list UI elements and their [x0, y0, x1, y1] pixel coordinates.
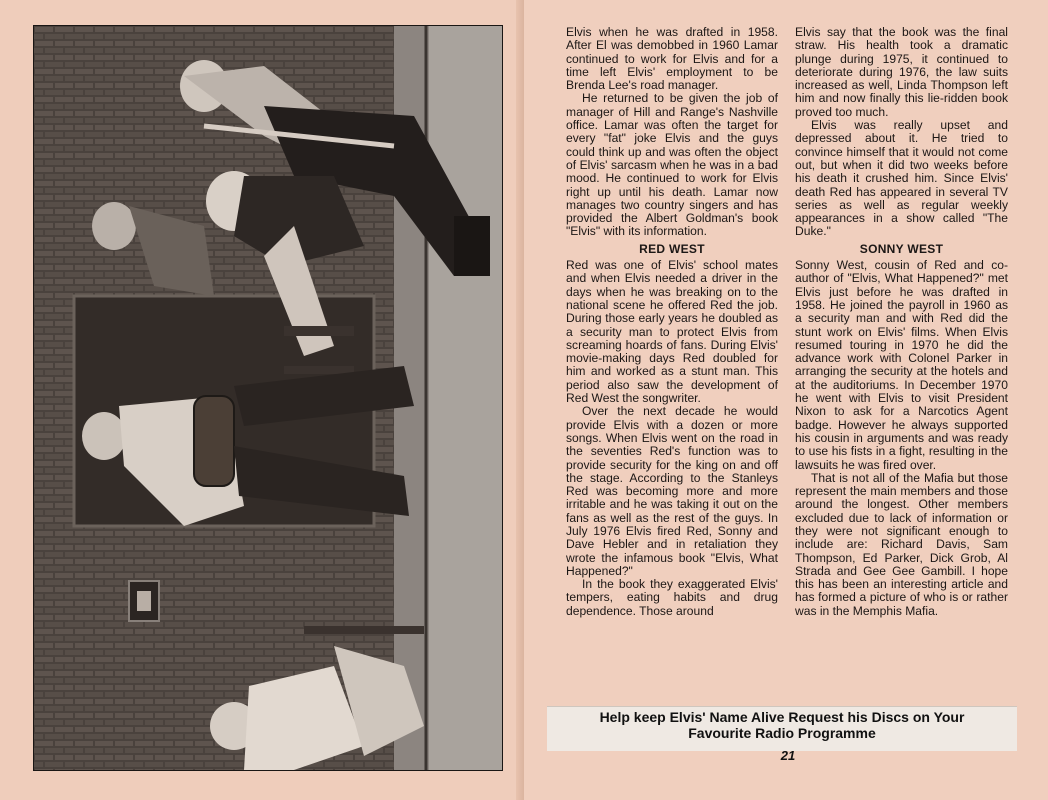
request-banner — [547, 706, 1017, 751]
paragraph: Sonny West, cousin of Red and co-author of "Elvis, What Happened?" met Elvis just before he was drafted in 1958. He joined the payroll in 1960 as a security man and with Red did the stunt work on Elvis' films. When Elvis resumed touring in 1970 he did the advance work with Colonel Parker in arranging the security at the hotels and at the auditoriums. In December 1970 he went with Elvis to visit President Nixon to ask for a Narcotics Agent badge. However he always supported his cousin in arguments and was ready to use his fists in a fight, resulting in the lawsuits he was fired over. — [795, 258, 1008, 472]
banner-line-1: Help keep Elvis' Name Alive Request his Discs on Your — [599, 709, 965, 725]
movie-still-photo — [33, 25, 503, 771]
paragraph: Elvis was really upset and depressed about it. He tried to convince himself that it would not come out, but when it did two weeks before his death it crushed him. Since Elvis' death Red has appeared in several TV series as well as regular weekly appearances in a show called "The Duke." — [795, 118, 1008, 239]
paragraph: That is not all of the Mafia but those represent the main members and those around the longest. Other members excluded due to lack of information or they were not significant enough to include are: Richard Davis, Sam Thompson, Ed Parker, Dick Grob, Al Strada and Gee Gee Gambill. I hope this has been an interesting article and has formed a picture of who is or rather was in the Memphis Mafia. — [795, 470, 1008, 618]
section-heading-sonny-west: SONNY WEST — [859, 241, 944, 256]
text-column-1 — [566, 26, 778, 618]
page-number: 21 — [780, 748, 796, 763]
text-column-2 — [795, 26, 1008, 618]
paragraph: Red was one of Elvis' school mates and when Elvis needed a driver in the days when he was breaking on to the national scene he offered Red the job. During those early years he doubled as a security man to protect Elvis from screaming hoards of fans. During Elvis' movie-making days Red doubled for him and worked as a stunt man. This period also saw the development of Red West the songwriter. — [566, 258, 778, 406]
banner-line-2: Favourite Radio Programme — [688, 724, 876, 741]
paragraph: Elvis when he was drafted in 1958. After El was demobbed in 1960 Lamar continued to work for Elvis and for a time left Elvis' employment to be Brenda Lee's road manager. — [566, 25, 778, 93]
section-heading-red-west: RED WEST — [639, 241, 705, 256]
paragraph: He returned to be given the job of manager of Hill and Range's Nashville office. Lamar was often the target for every "fat" joke Elvis and the guys could think up and was often the object of Elvis' sarcasm when he was in a bad mood. He continued to work for Elvis right up until his death. Lamar now manages two country singers and has provided the Albert Goldman's book "Elvis" with its information. — [566, 91, 778, 239]
photo-illustration — [34, 26, 502, 770]
paragraph: In the book they exaggerated Elvis' tempers, eating habits and drug dependence. Those around — [566, 577, 778, 618]
paragraph: Over the next decade he would provide Elvis with a dozen or more songs. When Elvis went on the road in the seventies Red's function was to provide security for the king on and off the stage. According to the Stanleys Red was becoming more and more irritable and he was taking it out on the fans as well as the rest of the guys. In July 1976 Elvis fired Red, Sonny and Dave Hebler and in retaliation they wrote the infamous book "Elvis, What Happened?" — [566, 404, 778, 578]
paragraph: Elvis say that the book was the final straw. His health took a dramatic plunge during 1975, it continued to deteriorate during 1976, the law suits increased as well, Linda Thompson left him and now finally this lie-ridden book proved too much. — [795, 25, 1008, 119]
